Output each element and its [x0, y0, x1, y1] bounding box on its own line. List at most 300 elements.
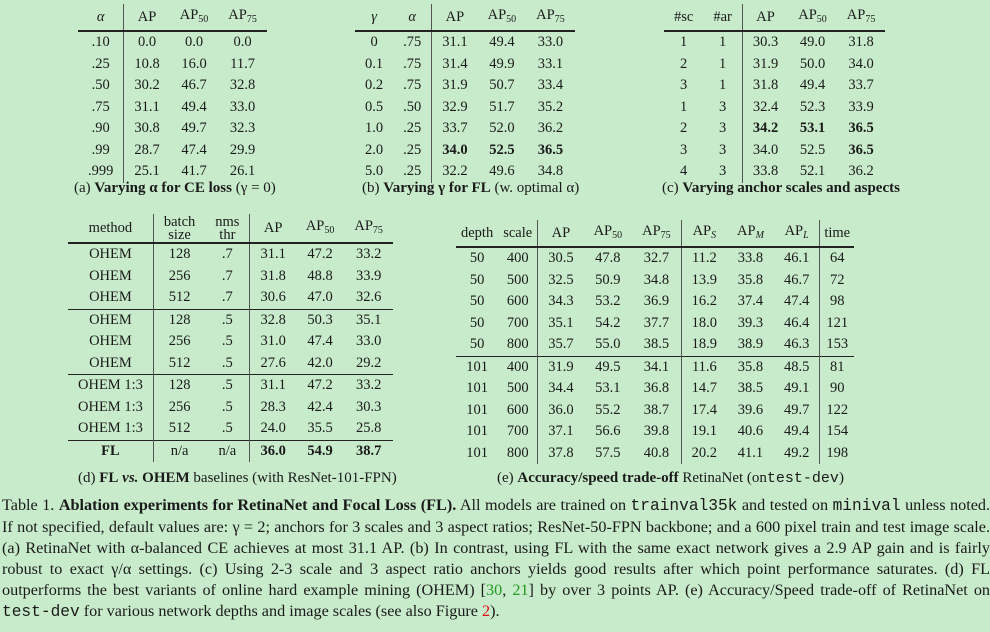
table-cell: 512: [168, 420, 191, 437]
table-row: [78, 54, 267, 76]
table-cell: 28.3: [260, 398, 286, 415]
table-cell: 16.0: [181, 55, 207, 72]
table-cell: 3: [703, 118, 742, 140]
table-cell: 0.5: [365, 98, 384, 115]
table-row: [68, 375, 393, 397]
table-row: [456, 356, 854, 378]
table-cell: .5: [205, 309, 250, 331]
table-cell: 46.4: [774, 313, 820, 335]
table-cell: 3: [680, 141, 688, 158]
table-cell: 512: [168, 354, 191, 371]
table-cell: 31.4: [442, 55, 468, 72]
table-cell: 42.0: [307, 354, 333, 371]
table-cell: .75: [78, 97, 124, 119]
table-e-panel: [456, 220, 854, 464]
table-cell: 400: [498, 356, 537, 378]
table-row: [355, 118, 575, 140]
table-cell: 31.8: [260, 267, 286, 284]
table-row: [456, 247, 854, 270]
table-cell: 41.7: [181, 163, 207, 180]
table-cell: 37.8: [548, 444, 574, 461]
table-cell: 33.2: [344, 375, 393, 397]
table-cell: 27.6: [260, 354, 286, 371]
table-cell: 3: [680, 77, 688, 94]
table-cell: 700: [498, 421, 537, 443]
table-cell: 36.5: [848, 141, 874, 158]
table-caption: Table 1. Ablation experiments for RetinaNet and Focal Loss (FL). All models are trained on trainval35k and tested on minival unless noted. If not specified, default values are: γ = 2; anchors for 3 scales and 3 aspect ratios; ResNet-50-FPN backbone; and a 600 pixel train and test image scale. (a) RetinaNet with α-balanced CE achieves at most 31.1 AP. (b) In contrast, using FL with the same exact network gives a 2.9 AP gain and is fairly robust to exact γ/α settings. (c) Using 2-3 scale and 3 aspect ratio anchors yields good results after which point performance saturates. (d) FL outperforms the best variants of online hard example mining (OHEM) [30, 21] by over 3 points AP. (e) Accuracy/Speed trade-off of RetinaNet on test-dev for various network depths and image scales (see also Figure 2).: [2, 496, 990, 621]
table-cell: 52.5: [799, 141, 826, 158]
table-cell: 14.7: [691, 380, 718, 397]
table-cell: 1: [703, 54, 742, 76]
header-ap: AP: [124, 4, 170, 31]
table-cell: 50.0: [799, 55, 826, 72]
header-apm: $AP_M$: [727, 220, 774, 247]
table-cell: FL: [68, 440, 153, 462]
table-cell: 30.6: [260, 289, 286, 306]
table-c-panel: [664, 4, 885, 183]
table-cell: 101: [456, 356, 498, 378]
table-cell: 49.4: [181, 98, 207, 115]
table-cell: .50: [78, 75, 124, 97]
table-cell: 57.5: [595, 444, 621, 461]
table-row: [68, 266, 393, 288]
table-cell: 31.1: [442, 34, 468, 51]
table-cell: 31.9: [538, 356, 584, 378]
table-cell: OHEM: [68, 287, 153, 309]
table-cell: 33.7: [848, 77, 874, 94]
header-aps: $AP_S$: [681, 220, 727, 247]
table-cell: OHEM: [68, 331, 153, 353]
header-depth: depth: [456, 220, 498, 247]
table-cell: 54.2: [595, 314, 621, 331]
table-cell: 31.0: [260, 333, 286, 350]
table-cell: 3: [703, 161, 742, 183]
table-cell: 400: [498, 247, 537, 270]
table-cell: 33.1: [537, 55, 564, 72]
table-cell: 31.8: [752, 77, 779, 94]
table-cell: 800: [498, 334, 537, 356]
header-alpha: α: [393, 4, 432, 31]
table-cell: 37.1: [548, 423, 574, 440]
table-cell: 0.0: [138, 34, 157, 51]
table-cell: 34.2: [752, 120, 779, 137]
table-cell: 49.5: [584, 356, 633, 378]
table-cell: 31.9: [442, 77, 468, 94]
table-row: [664, 97, 885, 119]
table-cell: .99: [78, 140, 124, 162]
table-cell: 49.0: [799, 34, 826, 51]
table-row: [456, 291, 854, 313]
table-cell: OHEM: [68, 243, 153, 266]
table-cell: 0.0: [184, 34, 204, 51]
table-cell: 50: [469, 271, 485, 288]
table-cell: 30.3: [752, 34, 779, 51]
table-cell: OHEM 1:3: [68, 375, 153, 397]
table-cell: .75: [393, 31, 432, 54]
table-cell: 36.2: [848, 163, 874, 180]
table-cell: 122: [826, 401, 849, 418]
table-cell: 50.3: [296, 309, 345, 331]
table-cell: OHEM: [68, 353, 153, 375]
table-cell: 39.6: [737, 401, 764, 418]
table-d-panel: [68, 214, 393, 462]
table-cell: 38.7: [344, 440, 393, 462]
table-row: [68, 440, 393, 462]
table-cell: 50: [469, 314, 485, 331]
table-cell: 81: [820, 356, 854, 378]
table-cell: 36.5: [537, 141, 564, 158]
table-cell: 49.4: [489, 34, 515, 51]
table-cell: 48.5: [774, 356, 820, 378]
table-cell: 101: [466, 380, 488, 397]
header-method: method: [68, 214, 153, 243]
table-c: [664, 4, 885, 183]
table-cell: 29.2: [355, 354, 382, 371]
table-cell: 98: [829, 293, 845, 310]
table-row: [355, 54, 575, 76]
table-cell: 256: [168, 333, 191, 350]
table-cell: 49.4: [774, 421, 820, 443]
figure-link-2[interactable]: 2: [482, 602, 491, 620]
table-cell: 35.8: [737, 271, 764, 288]
table-cell: 17.4: [691, 401, 718, 418]
table-cell: .25: [78, 54, 124, 76]
table-cell: 101: [466, 423, 488, 440]
header-alpha: α: [78, 4, 124, 31]
table-cell: 2.0: [365, 141, 384, 158]
table-cell: 40.6: [737, 423, 764, 440]
table-cell: 53.1: [799, 120, 826, 137]
table-cell: 49.7: [181, 120, 207, 137]
table-a-panel: [78, 4, 267, 183]
table-row: [68, 397, 393, 419]
table-cell: 47.4: [181, 141, 207, 158]
citation-link-30[interactable]: 30: [486, 581, 503, 599]
table-row: [456, 378, 854, 400]
table-cell: 20.2: [691, 444, 718, 461]
table-cell: 25.1: [134, 163, 160, 180]
table-row: [456, 313, 854, 335]
table-cell: 40.8: [632, 443, 681, 465]
table-cell: 800: [498, 443, 537, 465]
header-ap50: $AP_{50}$: [478, 4, 527, 31]
table-row: [68, 287, 393, 309]
table-cell: 72: [829, 271, 845, 288]
table-cell: 198: [826, 444, 849, 461]
table-cell: 36.2: [537, 120, 564, 137]
table-cell: 153: [826, 336, 849, 353]
table-cell: 47.4: [774, 291, 820, 313]
table-cell: 512: [168, 289, 191, 306]
table-cell: .25: [393, 118, 432, 140]
table-cell: 39.3: [737, 314, 764, 331]
header-ap75: $AP_{75}$: [344, 214, 393, 243]
table-cell: 52.5: [489, 141, 515, 158]
table-row: [78, 140, 267, 162]
table-row: [68, 309, 393, 331]
table-cell: 32.7: [632, 247, 681, 270]
table-cell: .25: [393, 140, 432, 162]
table-row: [456, 400, 854, 422]
table-cell: 30.3: [355, 398, 382, 415]
table-cell: 2: [680, 55, 688, 72]
table-cell: .25: [393, 161, 432, 183]
table-cell: 31.1: [260, 246, 286, 263]
table-cell: 64: [829, 250, 845, 267]
table-cell: 34.4: [548, 380, 574, 397]
table-row: [664, 140, 885, 162]
table-cell: 50: [469, 336, 485, 353]
table-row: [68, 418, 393, 440]
header-ap50: $AP_{50}$: [584, 220, 633, 247]
table-cell: 38.9: [737, 336, 764, 353]
table-row: [456, 334, 854, 356]
caption-c: (c) Varying anchor scales and aspects: [662, 180, 900, 196]
table-cell: .75: [393, 75, 432, 97]
table-row: [664, 54, 885, 76]
table-cell: 34.8: [537, 163, 564, 180]
table-cell: .5: [205, 331, 250, 353]
table-cell: 25.8: [355, 420, 382, 437]
table-cell: 46.7: [774, 270, 820, 292]
table-cell: .5: [205, 418, 250, 440]
table-cell: 52.3: [799, 98, 826, 115]
header-ap: AP: [432, 4, 478, 31]
table-cell: 33.8: [752, 163, 779, 180]
table-cell: 31.9: [752, 55, 779, 72]
table-row: [456, 270, 854, 292]
table-cell: 4: [680, 163, 688, 180]
table-cell: 33.9: [848, 98, 874, 115]
header-ap50: $AP_{50}$: [788, 4, 837, 31]
table-cell: 24.0: [260, 420, 286, 437]
header-nms-thr: nms thr: [205, 214, 250, 243]
table-cell: .5: [205, 397, 250, 419]
table-cell: .10: [78, 31, 124, 54]
table-cell: 32.8: [229, 77, 256, 94]
table-cell: .7: [205, 287, 250, 309]
table-cell: 33.0: [537, 34, 564, 51]
table-cell: OHEM: [68, 266, 153, 288]
table-cell: 128: [168, 246, 191, 263]
table-cell: OHEM 1:3: [68, 397, 153, 419]
table-cell: 42.4: [307, 398, 333, 415]
table-cell: 50: [469, 250, 485, 267]
table-row: [68, 353, 393, 375]
table-cell: 0.0: [233, 34, 252, 51]
table-cell: 500: [498, 378, 537, 400]
table-cell: 35.8: [727, 356, 774, 378]
table-cell: .5: [205, 375, 250, 397]
table-cell: 50.9: [595, 271, 621, 288]
table-cell: 33.2: [355, 246, 382, 263]
table-cell: 32.2: [442, 163, 468, 180]
table-cell: 46.3: [774, 334, 820, 356]
table-row: [78, 75, 267, 97]
table-cell: 49.1: [774, 378, 820, 400]
table-cell: 33.0: [355, 333, 382, 350]
table-cell: 128: [153, 375, 205, 397]
table-row: [78, 31, 267, 54]
table-cell: 33.8: [737, 250, 764, 267]
header-ap50: $AP_{50}$: [296, 214, 345, 243]
caption-a: (a) Varying α for CE loss (γ = 0): [74, 180, 276, 196]
table-cell: 55.2: [595, 401, 621, 418]
table-cell: 1: [680, 98, 688, 115]
table-cell: 46.7: [181, 77, 207, 94]
table-cell: 11.2: [691, 250, 717, 267]
table-cell: 49.7: [774, 400, 820, 422]
citation-link-21[interactable]: 21: [512, 581, 529, 599]
table-cell: 32.4: [752, 98, 779, 115]
table-cell: 47.8: [595, 250, 621, 267]
table-cell: 33.9: [355, 267, 382, 284]
table-cell: 33.0: [229, 98, 256, 115]
table-cell: 29.9: [229, 141, 256, 158]
table-b: [355, 4, 575, 183]
table-cell: 33.4: [537, 77, 564, 94]
table-d: [68, 214, 393, 462]
table-cell: 33.7: [442, 120, 468, 137]
table-cell: 1: [703, 75, 742, 97]
table-cell: n/a: [205, 440, 250, 462]
table-row: [664, 31, 885, 54]
table-row: [355, 97, 575, 119]
table-cell: 54.9: [296, 440, 345, 462]
table-b-panel: [355, 4, 575, 183]
table-cell: 26.1: [229, 163, 256, 180]
table-cell: 34.0: [442, 141, 468, 158]
table-cell: 500: [498, 270, 537, 292]
table-cell: 36.0: [548, 401, 574, 418]
header-ap: AP: [742, 4, 788, 31]
table-cell: 38.7: [632, 400, 681, 422]
table-cell: 38.5: [632, 334, 681, 356]
table-cell: 101: [466, 401, 488, 418]
table-cell: 11.7: [230, 55, 255, 72]
table-cell: 11.6: [681, 356, 727, 378]
table-cell: 34.8: [632, 270, 681, 292]
table-cell: 32.8: [250, 309, 296, 331]
table-cell: 3: [703, 97, 742, 119]
table-cell: 90: [829, 380, 845, 397]
table-cell: 34.0: [848, 55, 874, 72]
table-cell: 256: [168, 398, 191, 415]
table-cell: 600: [498, 400, 537, 422]
header-ap75: $AP_{75}$: [218, 4, 267, 31]
table-cell: .7: [205, 243, 250, 266]
table-cell: 32.9: [442, 98, 468, 115]
table-cell: 30.5: [548, 250, 574, 267]
caption-d: (d) FL vs. OHEM baselines (with ResNet-101-FPN): [78, 470, 397, 486]
table-row: [355, 31, 575, 54]
table-cell: 47.2: [296, 375, 345, 397]
table-cell: 49.6: [489, 163, 515, 180]
table-cell: 0: [370, 34, 378, 51]
table-cell: 30.8: [134, 120, 160, 137]
table-cell: 34.1: [632, 356, 681, 378]
table-cell: 48.8: [307, 267, 333, 284]
table-cell: 35.5: [307, 420, 333, 437]
header-scale: scale: [498, 220, 537, 247]
table-cell: 5.0: [365, 163, 384, 180]
table-cell: 31.8: [848, 34, 874, 51]
table-cell: 36.0: [250, 440, 296, 462]
header-ap75: $AP_{75}$: [526, 4, 575, 31]
table-cell: 35.2: [537, 98, 564, 115]
table-cell: 32.6: [355, 289, 382, 306]
table-row: [664, 118, 885, 140]
table-cell: 53.1: [595, 380, 621, 397]
table-cell: 36.5: [848, 120, 874, 137]
table-cell: 19.1: [691, 423, 718, 440]
header-ap: AP: [250, 214, 296, 243]
table-cell: 256: [168, 267, 191, 284]
table-cell: .90: [78, 118, 124, 140]
table-e: [456, 220, 854, 464]
header-ap: AP: [538, 220, 584, 247]
header-ap75: $AP_{75}$: [837, 4, 886, 31]
table-cell: 51.7: [489, 98, 515, 115]
table-cell: 16.2: [691, 293, 718, 310]
table-cell: 18.9: [691, 336, 718, 353]
table-cell: 49.4: [799, 77, 826, 94]
table-row: [456, 443, 854, 465]
table-cell: 38.5: [737, 380, 764, 397]
table-cell: 39.8: [632, 421, 681, 443]
table-cell: 0.1: [365, 55, 384, 72]
table-cell: 3: [703, 140, 742, 162]
table-cell: 18.0: [691, 314, 718, 331]
table-cell: 35.1: [548, 314, 574, 331]
table-cell: 53.2: [595, 293, 621, 310]
table-row: [664, 75, 885, 97]
table-cell: 35.1: [344, 309, 393, 331]
table-row: [68, 243, 393, 266]
table-cell: .75: [393, 54, 432, 76]
table-cell: 30.2: [134, 77, 160, 94]
table-row: [355, 75, 575, 97]
header-apl: $AP_L$: [774, 220, 820, 247]
table-cell: 52.0: [489, 120, 515, 137]
table-a: [78, 4, 267, 183]
table-cell: 1: [703, 31, 742, 54]
table-cell: 56.6: [595, 423, 621, 440]
header-ap75: $AP_{75}$: [632, 220, 681, 247]
table-cell: 34.0: [752, 141, 779, 158]
table-cell: 10.8: [134, 55, 160, 72]
table-cell: 28.7: [134, 141, 160, 158]
table-cell: 0.2: [365, 77, 384, 94]
table-cell: 34.3: [548, 293, 574, 310]
table-cell: n/a: [153, 440, 205, 462]
table-cell: .7: [205, 266, 250, 288]
table-cell: 31.1: [250, 375, 296, 397]
table-cell: .5: [205, 353, 250, 375]
table-cell: 32.3: [229, 120, 256, 137]
header-gamma: γ: [355, 4, 393, 31]
table-row: [68, 331, 393, 353]
table-cell: 2: [680, 120, 688, 137]
table-row: [78, 118, 267, 140]
table-cell: 31.1: [134, 98, 160, 115]
table-cell: 154: [826, 423, 849, 440]
table-cell: 47.2: [307, 246, 333, 263]
header-ap50: $AP_{50}$: [170, 4, 219, 31]
table-cell: 600: [498, 291, 537, 313]
table-cell: 121: [826, 314, 849, 331]
table-cell: .50: [393, 97, 432, 119]
